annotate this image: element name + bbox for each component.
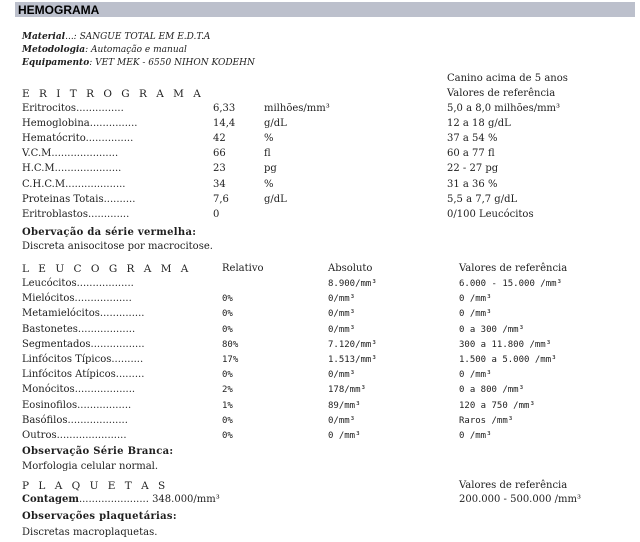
leu-absoluto: 0/mm³ — [328, 370, 356, 381]
plaquetas-obs-text: Discretas macroplaquetas. — [22, 527, 158, 538]
section-header-bar — [15, 2, 635, 17]
leucograma-col-absoluto: Absoluto — [328, 263, 373, 274]
leu-label: Monócitos................... — [22, 384, 136, 396]
eri-value: 34 — [213, 178, 226, 190]
leu-ref: 300 a 11.800 /mm³ — [459, 339, 552, 350]
leu-relativo: 0% — [222, 370, 233, 381]
leu-absoluto: 178/mm³ — [328, 385, 366, 396]
leu-relativo: 0% — [222, 431, 233, 441]
plaquetas-ref: 200.000 - 500.000 /mm³ — [459, 494, 581, 505]
eri-label: Eritrocitos............... — [22, 103, 124, 114]
plaquetas-contagem-line — [22, 494, 220, 506]
eri-label: V.C.M..................... — [22, 148, 119, 160]
eri-value: 42 — [213, 133, 226, 145]
leu-relativo: 17% — [222, 355, 239, 365]
eri-label: Hematócrito............... — [22, 133, 134, 145]
eri-unit: % — [264, 178, 274, 190]
eri-value: 23 — [213, 163, 226, 175]
eri-label: C.H.C.M................... — [22, 178, 126, 190]
leu-absoluto: 0/mm³ — [328, 415, 356, 426]
leu-relativo: 80% — [222, 339, 239, 350]
eri-value: 66 — [213, 148, 226, 160]
eritrograma-obs-text: Discreta anisocitose por macrocitose. — [22, 241, 213, 252]
leu-label: Bastonetes.................. — [22, 323, 136, 335]
leu-label: Linfócitos Atípicos......... — [22, 369, 145, 381]
metodologia-label: Metodologia — [22, 45, 86, 55]
leu-ref: Raros /mm³ — [459, 415, 514, 426]
leu-relativo: 1% — [222, 400, 233, 411]
leu-absoluto: 7.120/mm³ — [328, 339, 377, 350]
leu-ref: 0 /mm³ — [459, 294, 492, 305]
eritrograma-obs-title: Obervação da série vermelha: — [22, 227, 197, 238]
eri-ref: 0/100 Leucócitos — [447, 208, 534, 220]
leu-absoluto: 0/mm³ — [328, 309, 356, 320]
equipamento-value: : VET MEK - 6550 NIHON KODEHN — [89, 58, 255, 68]
leu-ref: 1.500 a 5.000 /mm³ — [459, 355, 557, 365]
leucograma-obs-text: Morfologia celular normal. — [22, 461, 159, 472]
leu-ref: 0 /mm³ — [459, 431, 492, 441]
metodologia-line — [22, 44, 187, 56]
leu-label: Segmentados................. — [22, 338, 145, 350]
eri-ref: 31 a 36 % — [447, 178, 498, 190]
leu-ref: 120 a 750 /mm³ — [459, 400, 535, 411]
plaquetas-contagem-dots: ...................... — [78, 494, 153, 505]
leu-absoluto: 89/mm³ — [328, 400, 361, 411]
leu-relativo: 0% — [222, 294, 233, 305]
leu-label: Outros...................... — [22, 430, 127, 441]
eri-ref: 37 a 54 % — [447, 133, 498, 145]
plaquetas-contagem-value: 348.000/mm³ — [152, 494, 220, 505]
leu-relativo: 0% — [222, 309, 233, 320]
eri-unit: g/dL — [264, 193, 287, 205]
leu-ref: 0 a 300 /mm³ — [459, 324, 525, 335]
leu-ref: 0 a 800 /mm³ — [459, 385, 525, 396]
leu-label: Basófilos................... — [22, 414, 128, 426]
leu-absoluto: 0 /mm³ — [328, 431, 361, 441]
material-value: SANGUE TOTAL EM E.D.T.A — [79, 32, 211, 42]
eri-unit: % — [264, 133, 274, 145]
equipamento-line — [22, 57, 255, 69]
eritrograma-title: E R I T R O G R A M A — [22, 88, 204, 100]
plaquetas-contagem-label: Contagem — [22, 494, 79, 505]
material-line — [22, 31, 210, 43]
eri-unit: fl — [264, 148, 271, 160]
material-dots: ...: — [65, 32, 80, 42]
leu-relativo: 0% — [222, 415, 233, 426]
leu-absoluto: 0/mm³ — [328, 294, 356, 305]
eri-ref: 5,5 a 7,7 g/dL — [447, 193, 518, 205]
eritrograma-ref-header: Valores de referência — [447, 88, 556, 99]
leu-absoluto: 8.900/mm³ — [328, 279, 377, 289]
leu-label: Eosinofilos................. — [22, 399, 132, 411]
eri-value: 7,6 — [213, 193, 229, 205]
eri-ref: 12 a 18 g/dL — [447, 118, 511, 130]
species-label: Canino acima de 5 anos — [447, 73, 568, 84]
eri-label: Proteinas Totais.......... — [22, 193, 136, 205]
eri-value: 14,4 — [213, 118, 236, 130]
leucograma-obs-title: Observação Série Branca: — [22, 446, 174, 457]
eri-ref: 22 - 27 pg — [447, 163, 499, 175]
eri-value: 0 — [213, 208, 220, 220]
leu-label: Linfócitos Típicos.......... — [22, 354, 144, 365]
leucograma-col-relativo: Relativo — [222, 263, 264, 274]
eri-ref: 60 a 77 fl — [447, 148, 495, 160]
eri-unit: g/dL — [264, 118, 287, 130]
plaquetas-ref-header: Valores de referência — [459, 480, 568, 491]
eri-label: H.C.M..................... — [22, 163, 122, 175]
plaquetas-obs-title: Observações plaquetárias: — [22, 511, 177, 522]
leucograma-col-ref: Valores de referência — [459, 263, 568, 274]
leu-ref: 0 /mm³ — [459, 309, 492, 320]
metodologia-value: : Automação e manual — [85, 45, 187, 55]
leucograma-title: L E U C O G R A M A — [22, 263, 192, 275]
eri-unit: pg — [264, 163, 277, 175]
section-title: HEMOGRAMA — [18, 3, 100, 17]
eri-label: Eritroblastos............. — [22, 208, 130, 220]
leu-relativo: 0% — [222, 324, 233, 335]
eri-value: 6,33 — [213, 103, 236, 114]
leu-ref: 6.000 - 15.000 /mm³ — [459, 279, 562, 289]
material-label: Material — [22, 32, 66, 42]
eri-ref: 5,0 a 8,0 milhões/mm³ — [447, 103, 561, 114]
leu-absoluto: 1.513/mm³ — [328, 355, 377, 365]
eri-unit: milhões/mm³ — [264, 103, 330, 114]
plaquetas-title: P L A Q U E T A S — [22, 480, 169, 492]
leu-absoluto: 0/mm³ — [328, 324, 356, 335]
eri-label: Hemoglobina............... — [22, 118, 138, 130]
leu-label: Leucócitos.................. — [22, 278, 134, 289]
leu-ref: 0 /mm³ — [459, 370, 492, 381]
leu-label: Mielócitos.................. — [22, 293, 132, 305]
equipamento-label: Equipamento — [22, 58, 90, 68]
leu-relativo: 2% — [222, 385, 233, 396]
leu-label: Metamielócitos.............. — [22, 308, 145, 320]
